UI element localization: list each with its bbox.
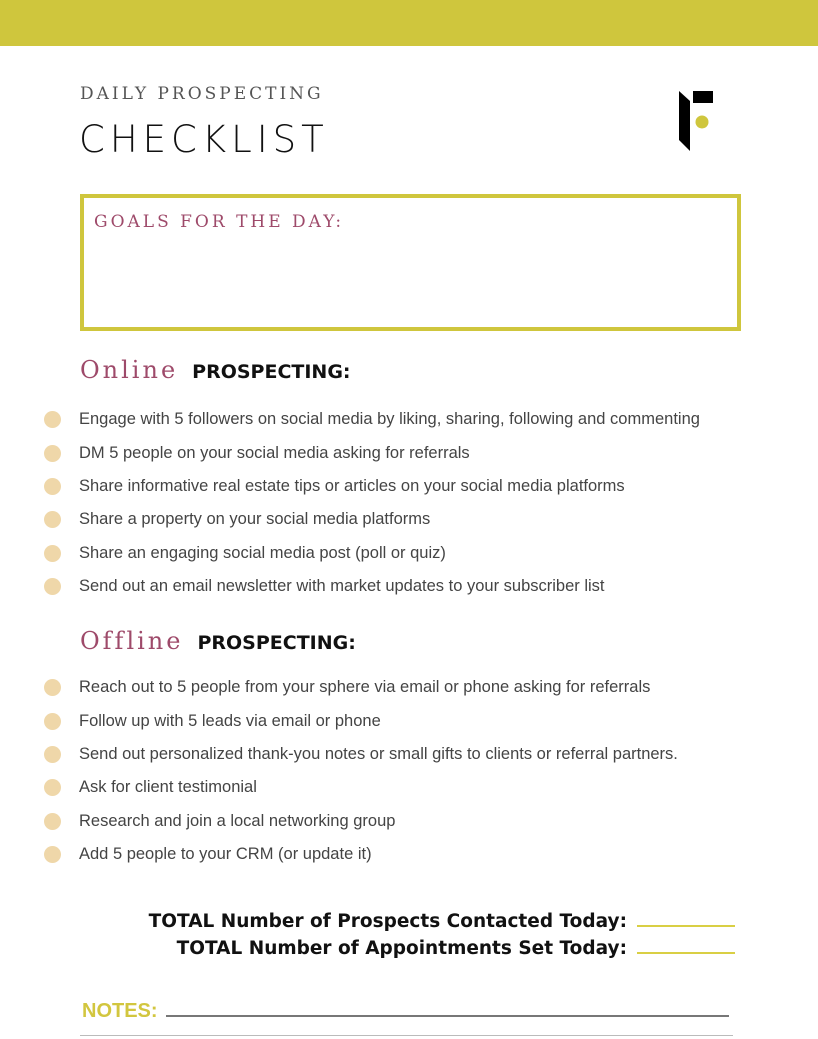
online-bold-label: PROSPECTING:: [192, 361, 351, 383]
notes-field-line[interactable]: [80, 1035, 733, 1036]
offline-checklist: [44, 671, 678, 871]
online-section-heading: [80, 356, 351, 384]
checklist-item[interactable]: [44, 805, 678, 838]
bullet-icon[interactable]: [44, 478, 61, 495]
checklist-item[interactable]: [44, 436, 700, 469]
brand-logo-icon: [678, 90, 718, 152]
bullet-icon[interactable]: [44, 545, 61, 562]
appointments-total-field[interactable]: [637, 936, 735, 954]
page-subtitle: DAILY PROSPECTING: [80, 84, 324, 104]
checklist-item[interactable]: [44, 537, 700, 570]
offline-bold-label: PROSPECTING:: [197, 632, 356, 654]
offline-script-label: Offline: [80, 627, 184, 655]
logo-dot-shape: [696, 116, 709, 129]
goals-box[interactable]: [80, 194, 741, 331]
bullet-icon[interactable]: [44, 813, 61, 830]
item-label: DM 5 people on your social media asking for referrals: [79, 443, 470, 462]
checklist-item[interactable]: [44, 570, 700, 603]
notes-field[interactable]: [166, 999, 729, 1017]
prospects-total-field[interactable]: [637, 909, 735, 927]
bullet-icon[interactable]: [44, 846, 61, 863]
bullet-icon[interactable]: [44, 511, 61, 528]
prospects-total-row: [149, 909, 735, 936]
item-label: Reach out to 5 people from your sphere via email or phone asking for referrals: [79, 678, 651, 697]
checklist-item[interactable]: [44, 403, 700, 436]
checklist-item[interactable]: [44, 838, 678, 871]
checklist-item[interactable]: [44, 671, 678, 704]
prospects-total-label: TOTAL Number of Prospects Contacted Today:: [148, 911, 627, 932]
notes-row: [82, 999, 729, 1023]
item-label: Follow up with 5 leads via email or phone: [79, 711, 381, 730]
goals-label: GOALS FOR THE DAY:: [94, 212, 345, 232]
page-title: CHECKLIST: [79, 118, 329, 161]
online-checklist: [44, 403, 700, 603]
appointments-total-row: [149, 936, 735, 963]
notes-label: NOTES:: [82, 1000, 158, 1022]
item-label: Ask for client testimonial: [79, 778, 257, 797]
top-banner: [0, 0, 818, 46]
logo-flag-shape: [693, 91, 713, 103]
offline-section-heading: [80, 627, 356, 655]
bullet-icon[interactable]: [44, 411, 61, 428]
item-label: Send out personalized thank-you notes or small gifts to clients or referral partners.: [79, 744, 678, 763]
bullet-icon[interactable]: [44, 578, 61, 595]
logo-bar-shape: [679, 91, 690, 151]
checklist-item[interactable]: [44, 771, 678, 804]
item-label: Send out an email newsletter with market updates to your subscriber list: [79, 577, 605, 596]
appointments-total-label: TOTAL Number of Appointments Set Today:: [176, 938, 627, 959]
checklist-item[interactable]: [44, 503, 700, 536]
bullet-icon[interactable]: [44, 679, 61, 696]
bullet-icon[interactable]: [44, 746, 61, 763]
checklist-item[interactable]: [44, 470, 700, 503]
item-label: Engage with 5 followers on social media by liking, sharing, following and commenting: [79, 410, 700, 429]
item-label: Share a property on your social media platforms: [79, 510, 431, 529]
bullet-icon[interactable]: [44, 445, 61, 462]
item-label: Research and join a local networking group: [79, 811, 396, 830]
bullet-icon[interactable]: [44, 779, 61, 796]
checklist-item[interactable]: [44, 704, 678, 737]
online-script-label: Online: [80, 356, 179, 384]
checklist-item[interactable]: [44, 738, 678, 771]
totals-block: [149, 909, 735, 963]
bullet-icon[interactable]: [44, 713, 61, 730]
item-label: Share informative real estate tips or articles on your social media platforms: [79, 476, 625, 495]
item-label: Add 5 people to your CRM (or update it): [79, 845, 372, 864]
item-label: Share an engaging social media post (poll or quiz): [79, 543, 446, 562]
